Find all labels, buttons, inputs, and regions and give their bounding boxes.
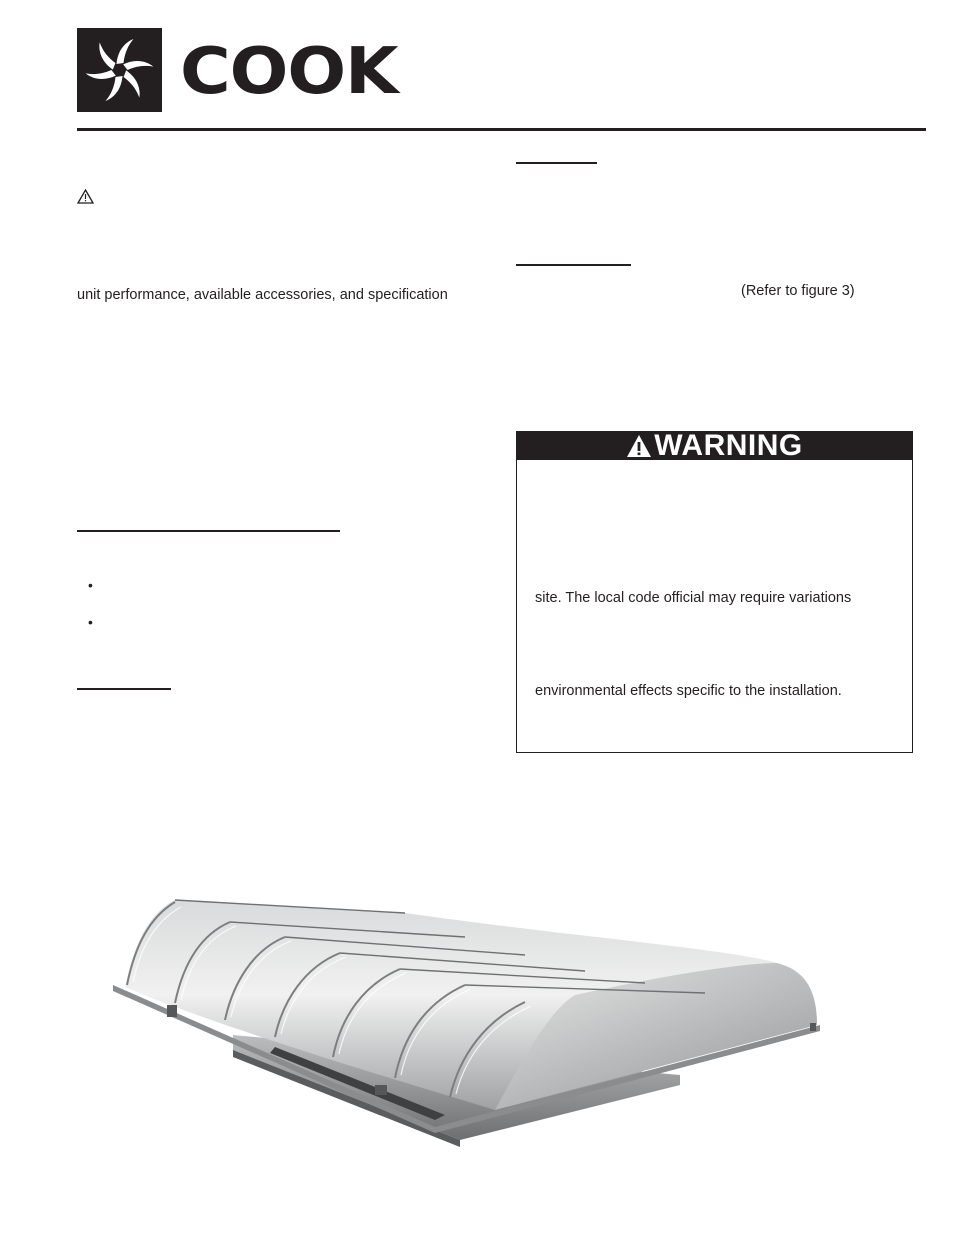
list-bullet-1: • [88,577,93,593]
header-rule [77,128,926,131]
warning-triangle-icon [626,434,652,458]
warning-title: WARNING [654,429,803,462]
list-bullet-2: • [88,614,93,630]
section-heading-rule-4 [516,264,631,266]
intro-paragraph-line: unit performance, available accessories, and specification [77,287,448,303]
section-heading-rule-1 [77,530,340,532]
warning-text-line-2: environmental effects specific to the installation. [535,683,842,699]
warning-text-line-1: site. The local code official may require variations [535,590,852,606]
brand-logo-mark [77,28,162,112]
caution-triangle-icon [77,189,94,209]
warning-header [517,429,912,462]
figure-reference: (Refer to figure 3) [741,283,855,299]
section-heading-rule-3 [516,162,597,164]
fan-logo-icon [77,28,162,112]
brand-wordmark: COOK [180,35,398,109]
louvered-hood-ventilator-illustration [105,885,835,1180]
section-heading-rule-2 [77,688,171,690]
warning-box [516,431,913,753]
